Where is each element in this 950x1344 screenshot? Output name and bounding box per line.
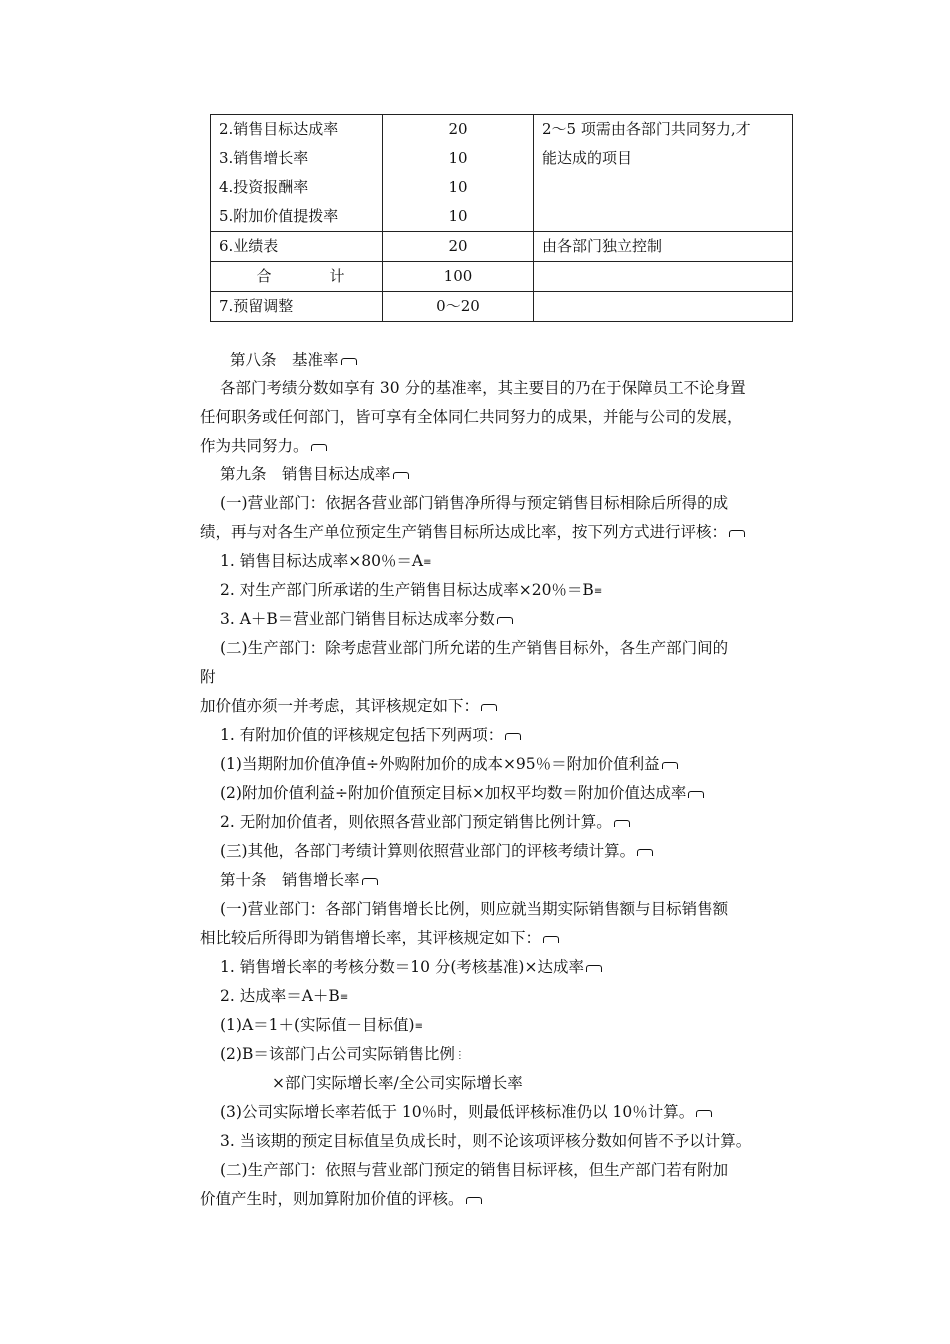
text-line: (二)生产部门：除考虑营业部门所允诺的生产销售目标外，各生产部门间的 <box>220 639 729 657</box>
eq-mark-icon: ≡ <box>414 1021 423 1032</box>
text-line: 价值产生时，则加算附加价值的评核。 <box>200 1190 464 1208</box>
paragraph-mark-icon <box>614 820 630 827</box>
item-label: 6.业绩表 <box>219 237 279 255</box>
eq-mark-icon: ≡ <box>339 992 349 1003</box>
paragraph-line <box>220 895 728 923</box>
text-line: 第八条 基准率 <box>230 351 339 369</box>
paragraph-mark-icon <box>393 472 409 479</box>
table-cell <box>211 262 383 292</box>
table-cell <box>534 232 793 262</box>
list-item <box>220 1040 465 1068</box>
text-line: (1)A＝1＋(实际值－目标值) <box>220 1016 415 1034</box>
score-value: 20 <box>448 237 468 255</box>
note-text <box>542 292 792 321</box>
text-line: 1. 有附加价值的评核规定包括下列两项： <box>220 726 504 744</box>
paragraph-mark-icon <box>543 936 559 943</box>
table-cell <box>534 292 793 322</box>
paragraph-line <box>200 692 497 720</box>
score-table <box>210 114 793 322</box>
text-line: 作为共同努力。 <box>200 437 309 455</box>
paragraph-line <box>200 1185 482 1213</box>
text-line: 加价值亦须一并考虑，其评核规定如下： <box>200 697 480 715</box>
text-line: ×部门实际增长率/全公司实际增长率 <box>272 1074 523 1092</box>
note-text: 由各部门独立控制 <box>542 237 663 255</box>
text-line: 相比较后所得即为销售增长率，其评核规定如下： <box>200 929 542 947</box>
table-cell <box>211 232 383 262</box>
paragraph-line <box>200 663 216 691</box>
paragraph-line <box>200 518 745 546</box>
text-line: 第十条 销售增长率 <box>220 871 360 889</box>
paragraph-mark-icon <box>311 444 327 451</box>
text-line: 任何职务或任何部门，皆可享有全体同仁共同努力的成果，并能与公司的发展， <box>200 408 743 426</box>
table-row <box>211 262 793 292</box>
score-value: 20 <box>448 120 468 138</box>
table-cell-items <box>211 115 383 232</box>
article-heading <box>230 346 357 374</box>
paragraph-mark-icon <box>637 849 653 856</box>
paragraph-line <box>200 924 559 952</box>
total-label <box>219 262 382 291</box>
paragraph-mark-icon <box>586 965 602 972</box>
note-text: 能达成的项目 <box>542 149 633 167</box>
text-line: 2. 无附加价值者，则依照各营业部门预定销售比例计算。 <box>220 813 612 831</box>
text-line: (一)营业部门：各部门销售增长比例，则应就当期实际销售额与目标销售额 <box>220 900 729 918</box>
table-cell-note <box>534 115 793 232</box>
table-cell <box>383 262 534 292</box>
table-cell <box>383 232 534 262</box>
list-item <box>220 721 521 749</box>
score-value: 10 <box>448 178 468 196</box>
list-item <box>220 779 704 807</box>
list-item <box>220 808 630 836</box>
paragraph-line <box>200 403 743 431</box>
paragraph-mark-icon <box>688 791 704 798</box>
list-item <box>220 750 678 778</box>
list-item <box>220 1098 712 1126</box>
text-line: (1)当期附加价值净值÷外购附加价的成本×95％＝附加价值利益 <box>220 755 660 773</box>
total-label-left: 合 <box>256 267 272 285</box>
score-value: 10 <box>448 149 468 167</box>
paragraph-mark-icon <box>481 704 497 711</box>
note-text: 2～5 项需由各部门共同努力,才 <box>542 120 751 138</box>
text-line: 3. 当该期的预定目标值呈负成长时，则不论该项评核分数如何皆不予以计算。 <box>220 1132 752 1150</box>
paragraph-mark-icon <box>341 358 357 365</box>
dots-mark-icon: ⋮ <box>454 1050 465 1061</box>
list-item <box>220 547 432 575</box>
text-line: 各部门考绩分数如享有 30 分的基准率，其主要目的乃在于保障员工不论身置 <box>220 379 746 397</box>
paragraph-line <box>220 374 746 402</box>
paragraph-line <box>220 489 728 517</box>
paragraph-line <box>220 837 653 865</box>
text-line: (2)附加价值利益÷附加价值预定目标×加权平均数＝附加价值达成率 <box>220 784 687 802</box>
eq-mark-icon: ≡ <box>423 557 432 568</box>
paragraph-mark-icon <box>497 617 513 624</box>
article-heading <box>220 460 409 488</box>
list-item <box>220 953 602 981</box>
item-label: 2.销售目标达成率 <box>219 120 339 138</box>
text-line: (2)B＝该部门占公司实际销售比例 <box>220 1045 455 1063</box>
score-value: 0～20 <box>436 297 480 315</box>
text-line: (二)生产部门：依照与营业部门预定的销售目标评核，但生产部门若有附加 <box>220 1161 729 1179</box>
table-cell-scores <box>383 115 534 232</box>
text-line: 3. A＋B＝营业部门销售目标达成率分数 <box>220 610 495 628</box>
paragraph-line <box>220 1156 728 1184</box>
paragraph-mark-icon <box>466 1197 482 1204</box>
item-label: 5.附加价值提拨率 <box>219 207 339 225</box>
table-row <box>211 115 793 232</box>
item-label: 4.投资报酬率 <box>219 178 309 196</box>
list-item <box>220 1127 751 1155</box>
score-value: 100 <box>443 267 473 285</box>
paragraph-mark-icon <box>662 762 678 769</box>
article-heading <box>220 866 378 894</box>
text-line: (一)营业部门：依据各营业部门销售净所得与预定销售目标相除后所得的成 <box>220 494 729 512</box>
table-cell <box>383 292 534 322</box>
text-line: 1. 销售增长率的考核分数＝10 分(考核基准)×达成率 <box>220 958 584 976</box>
item-label: 7.预留调整 <box>219 297 294 315</box>
paragraph-line <box>200 432 327 460</box>
list-item <box>220 576 602 604</box>
text-line: (3)公司实际增长率若低于 10％时，则最低评核标准仍以 10％计算。 <box>220 1103 695 1121</box>
text-line: 绩，再与对各生产单位预定生产销售目标所达成比率，按下列方式进行评核： <box>200 523 728 541</box>
table-cell <box>211 292 383 322</box>
total-label-right: 计 <box>329 267 345 285</box>
paragraph-mark-icon <box>696 1110 712 1117</box>
item-label: 3.销售增长率 <box>219 149 309 167</box>
list-item <box>220 1011 423 1039</box>
list-item <box>220 605 513 633</box>
table-row <box>211 292 793 322</box>
paragraph-mark-icon <box>505 733 521 740</box>
text-line: 2. 对生产部门所承诺的生产销售目标达成率×20％＝B <box>220 581 594 599</box>
list-item <box>272 1069 523 1097</box>
paragraph-mark-icon <box>362 878 378 885</box>
text-line: 第九条 销售目标达成率 <box>220 465 391 483</box>
score-value: 10 <box>448 207 468 225</box>
eq-mark-icon: ≡ <box>593 586 603 597</box>
text-line: 2. 达成率＝A＋B <box>220 987 340 1005</box>
list-item <box>220 982 348 1010</box>
text-line: (三)其他，各部门考绩计算则依照营业部门的评核考绩计算。 <box>220 842 636 860</box>
table-cell <box>534 262 793 292</box>
paragraph-line <box>220 634 728 662</box>
text-line: 附 <box>200 668 216 686</box>
note-text <box>542 262 792 291</box>
table-row <box>211 232 793 262</box>
paragraph-mark-icon <box>729 530 745 537</box>
text-line: 1. 销售目标达成率×80％＝A <box>220 552 424 570</box>
